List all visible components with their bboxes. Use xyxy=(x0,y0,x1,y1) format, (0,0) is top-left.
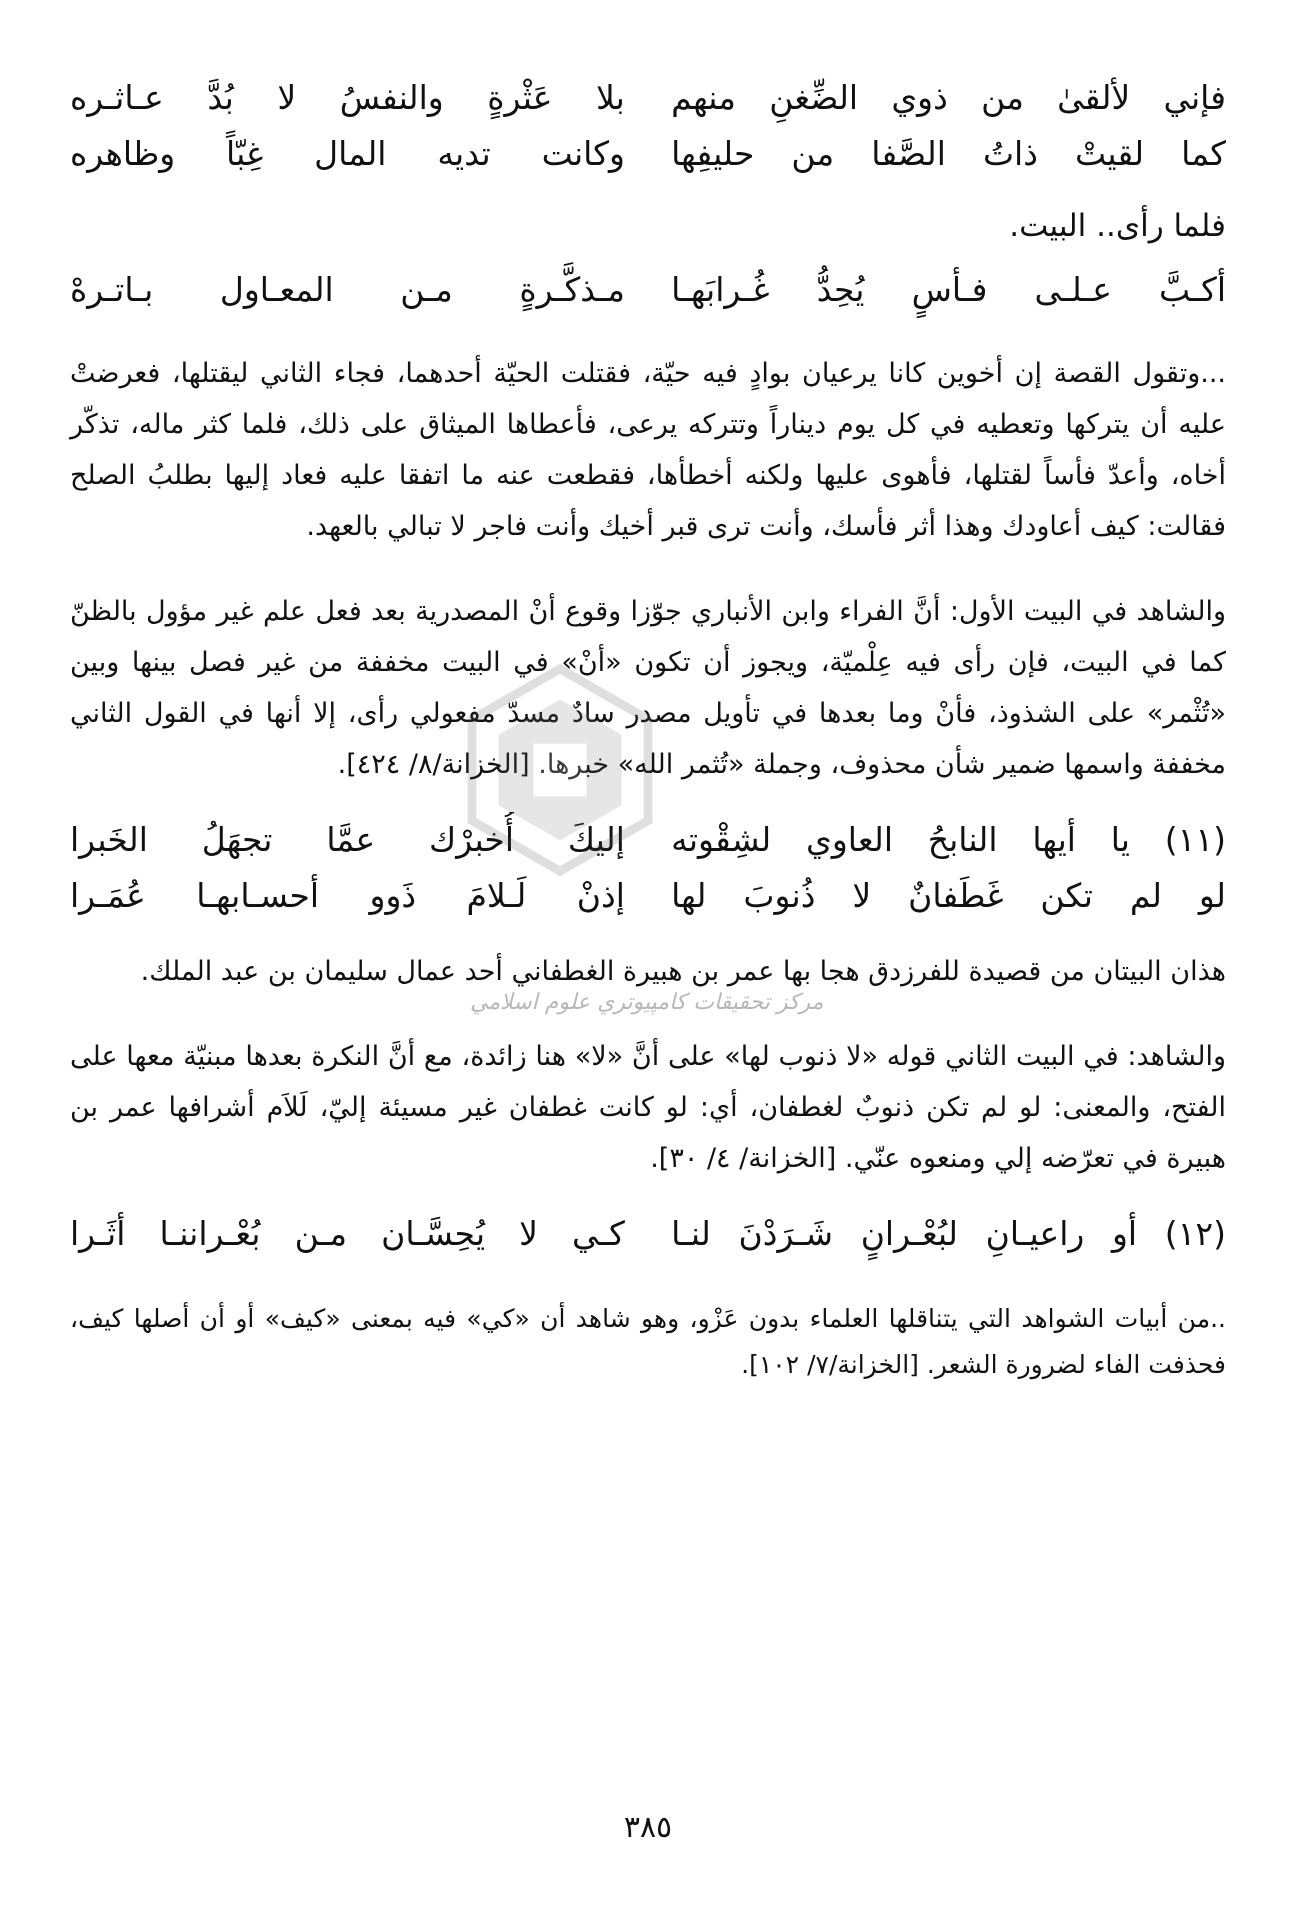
page-number: ٣٨٥ xyxy=(623,1810,673,1845)
verse-second-hemistich: وكانت تديه المال غِبّاً وظاهره xyxy=(70,134,625,173)
verse-line xyxy=(70,70,1226,126)
book-page xyxy=(70,70,1226,1388)
shahid-paragraph: والشاهد في البيت الأول: أنَّ الفراء وابن الأنباري جوّزا وقوع أنْ المصدرية بعد فعل علم غير مؤول بالظنّ كما في البيت، فإن رأى فيه عِلْميّة، ويجوز أن تكون «أنْ» في البيت مخففة من غير فصل بينها وبين «تُثْمر» على الشذوذ، فأنْ وما بعدها في تأويل مصدر سادٌ مسدّ مفعولي رأى، إلا أنها في القول الثاني مخففة واسمها ضمير شأن محذوف، وجملة «تُثمر الله» خبرها. [الخزانة/٨/ ٤٢٤]. xyxy=(70,596,1226,780)
verse-second-hemistich: إذنْ لَـلامَ ذَوو أحسـابهـا عُمَـرا xyxy=(70,876,625,915)
watermark-caption: مركز تحقيقات كامپيوتري علوم اسلامي xyxy=(470,990,824,1015)
verse-first-hemistich: أكـبَّ عـلـى فـأسٍ يُحِدُّ غُـرابَهـا xyxy=(671,270,1226,309)
verse-first-hemistich: فإني لألقىٰ من ذوي الضِّغنِ منهم xyxy=(671,78,1226,117)
verse-first-hemistich: (١٢) أو راعيـانِ لبُعْـرانٍ شَـرَدْنَ لنـا xyxy=(671,1214,1226,1253)
verse-line xyxy=(70,126,1226,182)
shahid-paragraph-2: والشاهد: في البيت الثاني قوله «لا ذنوب لها» على أنَّ «لا» هنا زائدة، مع أنَّ النكرة بعدها مبنيّة معها على الفتح، والمعنى: لو لم تكن ذنوبٌ لغطفان، أي: لو كانت غطفان غير مسيئة إليّ، لَلاَم أشرافها عمر بن هبيرة في تعرّضه إلي ومنعوه عنّي. [الخزانة/ ٤/ ٣٠]. xyxy=(70,1041,1226,1174)
story-paragraph: ...وتقول القصة إن أخوين كانا يرعيان بوادٍ فيه حيّة، فقتلت الحيّة أحدهما، فجاء الثاني ليقتلها، فعرضتْ عليه أن يتركها وتعطيه في كل يوم ديناراً وتتركه يرعى، فأعطاها الميثاق على ذلك، فلما كثر ماله، تذكّر أخاه، وأعدّ فأساً لقتلها، فأهوى عليها ولكنه أخطأها، فقطعت عنه ما اتفقا عليه فعاد إليها بطلبُ الصلح فقالت: كيف أعاودك وهذا أثر فأسك، وأنت ترى قبر أخيك وأنت فاجر لا تبالي بالعهد. xyxy=(70,358,1226,542)
verse-first-hemistich: لو لم تكن غَطَفانٌ لا ذُنوبَ لها xyxy=(671,876,1226,915)
verse-first-hemistich: كما لقيتْ ذاتُ الصَّفا من حليفِها xyxy=(671,134,1226,173)
verse-second-hemistich: مـذكَّـرةٍ مـن المعـاول بـاتـرهْ xyxy=(70,270,625,309)
verse-group-1 xyxy=(70,70,1226,182)
verse-second-hemistich: كـي لا يُحِسَّـان مـن بُعْـراننـا أثَـرا xyxy=(70,1214,625,1253)
verse-reference-line: فلما رأى.. البيت. xyxy=(1009,208,1226,244)
verse-first-hemistich: (١١) يا أيها النابحُ العاوي لشِقْوته xyxy=(671,820,1226,859)
verse-line xyxy=(70,262,1226,318)
verse-second-hemistich: بلا عَثْرةٍ والنفسُ لا بُدَّ عـاثـره xyxy=(70,78,625,117)
verse-line-12 xyxy=(70,1206,1226,1262)
hadhan-paragraph: هذان البيتان من قصيدة للفرزدق هجا بها عمر بن هبيرة الغطفاني أحد عمال سليمان بن عبد الملك. xyxy=(140,956,1226,987)
verse-line xyxy=(70,868,1226,924)
verse-group-11 xyxy=(70,812,1226,924)
abyat-paragraph: ..من أبيات الشواهد التي يتناقلها العلماء بدون عَزْو، وهو شاهد أن «كي» فيه بمعنى «كيف» أو أن أصلها كيف، فحذفت الفاء لضرورة الشعر. [الخزانة/٧/ ١٠٢]. xyxy=(70,1304,1226,1379)
verse-second-hemistich: إليكَ أُخبرْك عمَّا تجهَلُ الخَبرا xyxy=(70,820,625,859)
verse-line xyxy=(70,812,1226,868)
